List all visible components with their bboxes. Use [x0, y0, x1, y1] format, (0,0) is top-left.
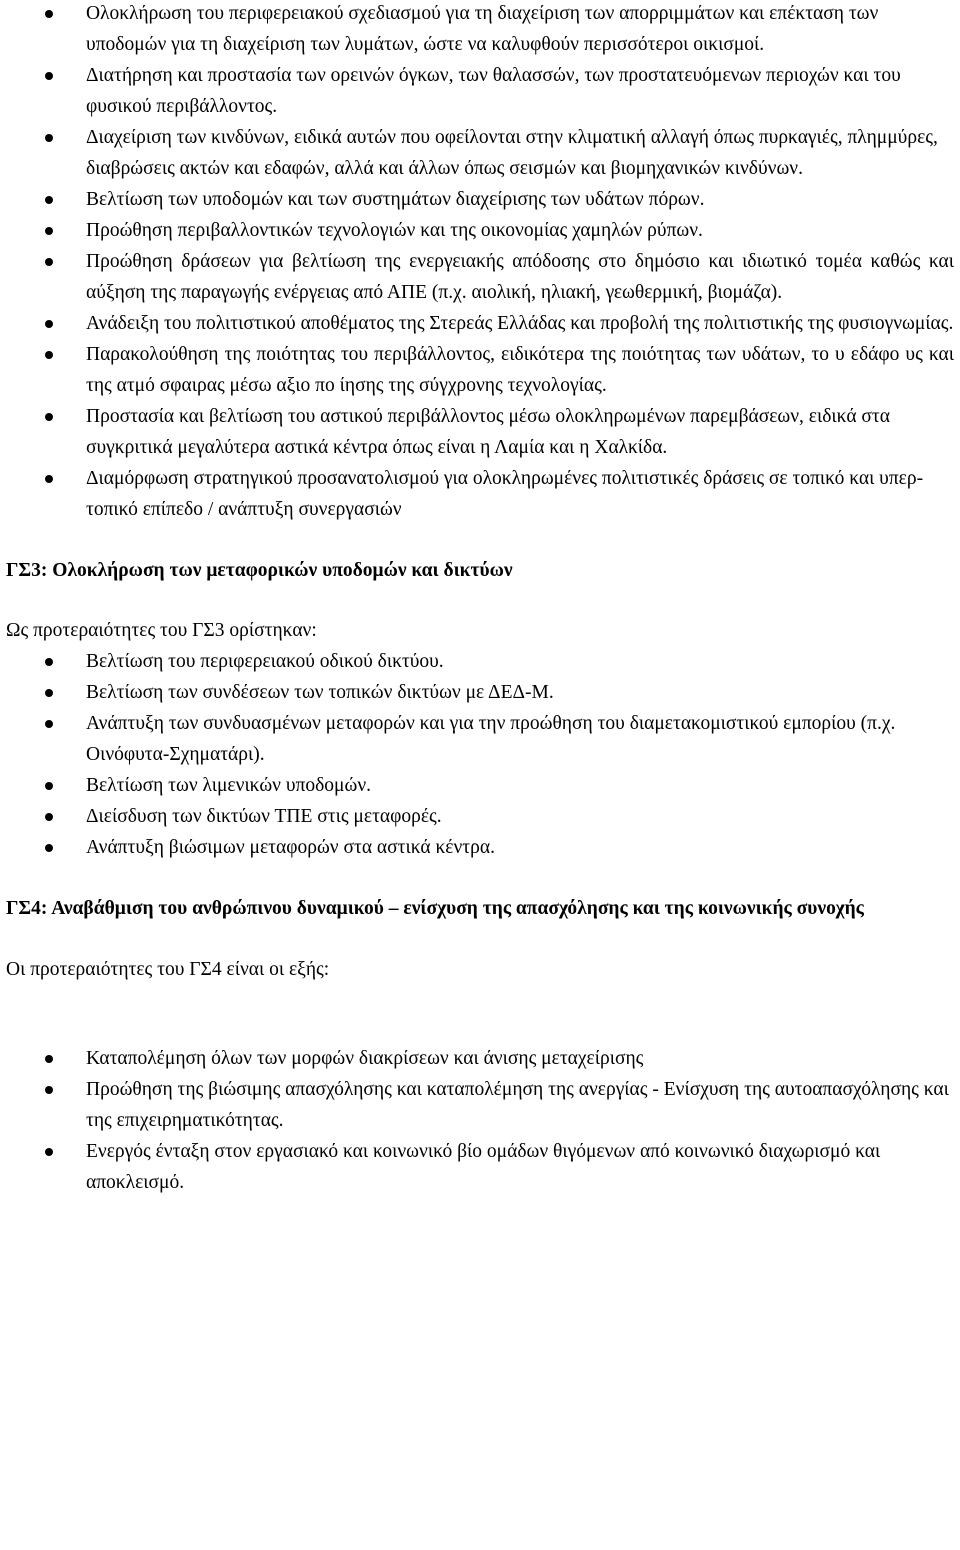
bullet-icon — [45, 1055, 53, 1063]
bullet-icon — [45, 658, 53, 666]
bullet-icon — [45, 134, 53, 142]
gs4-priorities-list — [6, 1043, 954, 1198]
list-item: Προστασία και βελτίωση του αστικού περιβάλλοντος μέσω ολοκληρωμένων παρεμβάσεων, ειδικά στα συγκριτικά μεγαλύτερα αστικά κέντρα όπως είναι η Λαμία και η Χαλκίδα. — [6, 401, 954, 463]
bullet-icon — [45, 720, 53, 728]
list-item: Διαχείριση των κινδύνων, ειδικά αυτών που οφείλονται στην κλιματική αλλαγή όπως πυρκαγιές, πλημμύρες, διαβρώσεις ακτών και εδαφών, αλλά και άλλων όπως σεισμών και βιομηχανικών κινδύνων. — [6, 122, 954, 184]
list-item: Διατήρηση και προστασία των ορεινών όγκων, των θαλασσών, των προστατευόμενων περιοχών και του φυσικού περιβάλλοντος. — [6, 60, 954, 122]
list-item: Ανάδειξη του πολιτιστικού αποθέματος της Στερεάς Ελλάδας και προβολή της πολιτιστικής της φυσιογνωμίας. — [6, 308, 954, 339]
list-item: Καταπολέμηση όλων των μορφών διακρίσεων και άνισης μεταχείρισης — [6, 1043, 954, 1074]
bullet-icon — [45, 1148, 53, 1156]
bullet-icon — [45, 320, 53, 328]
list-item: Προώθηση της βιώσιμης απασχόλησης και καταπολέμηση της ανεργίας - Ενίσχυση της αυτοαπασχόλησης και της επιχειρηματικότητας. — [6, 1074, 954, 1136]
list-item: Παρακολούθηση της ποιότητας του περιβάλλοντος, ειδικότερα της ποιότητας των υδάτων, το υ εδάφο υς και της ατμό σφαιρας μέσω αξιο πο ίησης της σύγχρονης τεχνολογίας. — [6, 339, 954, 401]
list-item: Προώθηση περιβαλλοντικών τεχνολογιών και της οικονομίας χαμηλών ρύπων. — [6, 215, 954, 246]
list-item: Βελτίωση των συνδέσεων των τοπικών δικτύων με ΔΕΔ-Μ. — [6, 677, 954, 708]
list-item: Ανάπτυξη των συνδυασμένων μεταφορών και για την προώθηση του διαμετακομιστικού εμπορίου (π.χ. Οινόφυτα-Σχηματάρι). — [6, 708, 954, 770]
bullet-icon — [45, 813, 53, 821]
list-item: Βελτίωση του περιφερειακού οδικού δικτύου. — [6, 646, 954, 677]
bullet-icon — [45, 10, 53, 18]
list-item: Διαμόρφωση στρατηγικού προσανατολισμού για ολοκληρωμένες πολιτιστικές δράσεις σε τοπικό και υπερ-τοπικό επίπεδο / ανάπτυξη συνεργασιών — [6, 463, 954, 525]
bullet-icon — [45, 782, 53, 790]
environment-priorities-list — [6, 0, 954, 525]
list-item: Βελτίωση των λιμενικών υποδομών. — [6, 770, 954, 801]
bullet-icon — [45, 413, 53, 421]
bullet-icon — [45, 1086, 53, 1094]
bullet-icon — [45, 72, 53, 80]
bullet-icon — [45, 844, 53, 852]
list-item: Ολοκλήρωση του περιφερειακού σχεδιασμού για τη διαχείριση των απορριμμάτων και επέκταση των υποδομών για τη διαχείριση των λυμάτων, ώστε να καλυφθούν περισσότεροι οικισμοί. — [6, 0, 954, 60]
bullet-icon — [45, 227, 53, 235]
gs4-heading: ΓΣ4: Αναβάθμιση του ανθρώπινου δυναμικού – ενίσχυση της απασχόλησης και της κοινωνικής συνοχής — [6, 898, 864, 919]
bullet-icon — [45, 258, 53, 266]
bullet-icon — [45, 196, 53, 204]
gs3-heading: ΓΣ3: Ολοκλήρωση των μεταφορικών υποδομών και δικτύων — [6, 560, 513, 581]
list-item: Βελτίωση των υποδομών και των συστημάτων διαχείρισης των υδάτων πόρων. — [6, 184, 954, 215]
bullet-icon — [45, 475, 53, 483]
bullet-icon — [45, 689, 53, 697]
gs3-priorities-list — [6, 646, 954, 863]
bullet-icon — [45, 351, 53, 359]
list-item: Διείσδυση των δικτύων ΤΠΕ στις μεταφορές. — [6, 801, 954, 832]
gs4-intro: Οι προτεραιότητες του ΓΣ4 είναι οι εξής: — [6, 959, 330, 980]
list-item: Ανάπτυξη βιώσιμων μεταφορών στα αστικά κέντρα. — [6, 832, 954, 863]
gs3-intro: Ως προτεραιότητες του ΓΣ3 ορίστηκαν: — [6, 620, 317, 641]
list-item: Προώθηση δράσεων για βελτίωση της ενεργειακής απόδοσης στο δημόσιο και ιδιωτικό τομέα καθώς και αύξηση της παραγωγής ενέργειας από ΑΠΕ (π.χ. αιολική, ηλιακή, γεωθερμική, βιομάζα). — [6, 246, 954, 308]
list-item: Ενεργός ένταξη στον εργασιακό και κοινωνικό βίο ομάδων θιγόμενων από κοινωνικό διαχωρισμό και αποκλεισμό. — [6, 1136, 954, 1198]
